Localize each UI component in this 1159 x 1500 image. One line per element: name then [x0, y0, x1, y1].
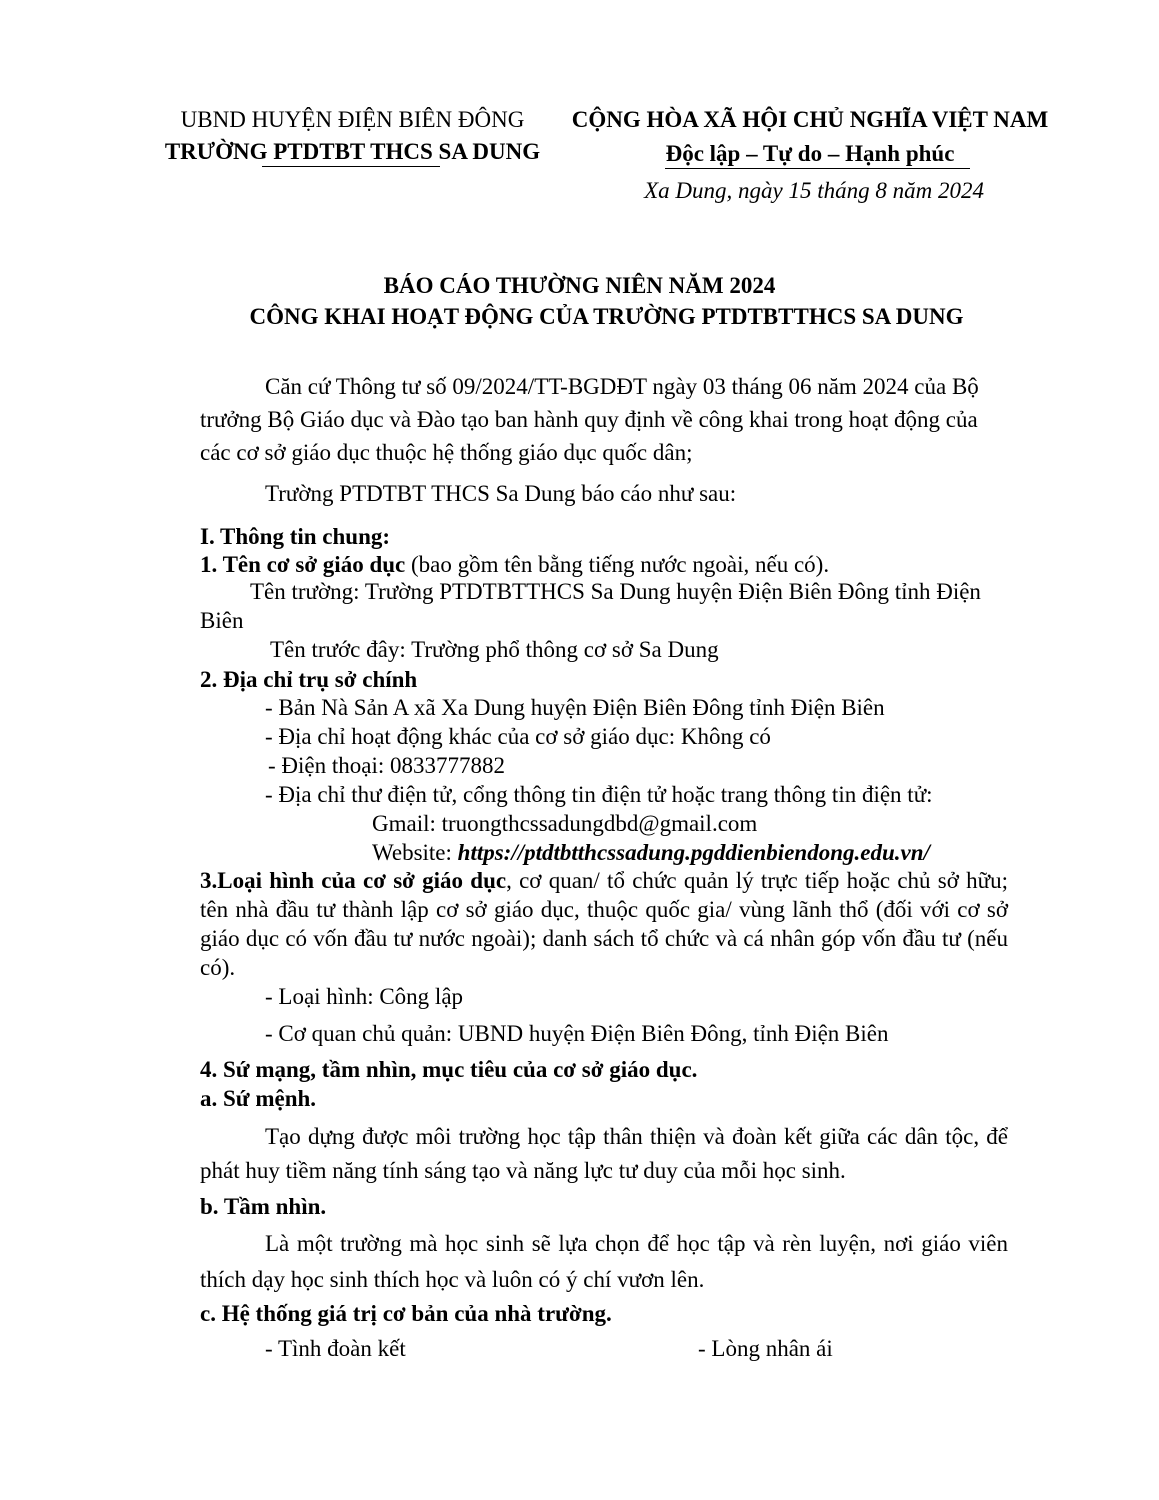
report-date: Xa Dung, ngày 15 tháng 8 năm 2024 [644, 178, 984, 203]
item-1-line [200, 551, 829, 579]
mission-text: Tạo dựng được môi trường học tập thân thiện và đoàn kết giữa các dân tộc, để phát huy tiềm năng tính sáng tạo và năng lực tư duy của mỗi học sinh. [200, 1124, 1008, 1183]
value-solidarity: - Tình đoàn kết [265, 1336, 406, 1361]
school-type: - Loại hình: Công lập [265, 984, 464, 1009]
mission-heading: a. Sứ mệnh. [200, 1086, 317, 1111]
item-4-heading: 4. Sứ mạng, tầm nhìn, mục tiêu của cơ sở giáo dục. [200, 1057, 698, 1082]
school-name-underline [262, 166, 440, 167]
main-address: - Bản Nà Sản A xã Xa Dung huyện Điện Biên Đông tỉnh Điện Biên [265, 695, 885, 720]
other-address: - Địa chỉ hoạt động khác của cơ sở giáo dục: Không có [265, 724, 771, 749]
national-motto: Độc lập – Tự do – Hạnh phúc [665, 141, 955, 166]
legal-basis-paragraph: Căn cứ Thông tư số 09/2024/TT-BGDĐT ngày 03 tháng 06 năm 2024 của Bộ trưởng Bộ Giáo dục và Đào tạo ban hành quy định về công khai trong hoạt động của các cơ sở giáo dục thuộc hệ thống giáo dục quốc dân; [200, 374, 979, 465]
website-line [372, 839, 930, 867]
vision-heading: b. Tầm nhìn. [200, 1194, 327, 1219]
website-label: Website: [372, 840, 458, 865]
item-3-heading: 3.Loại hình của cơ sở giáo dục [200, 868, 507, 893]
vision-text: Là một trường mà học sinh sẽ lựa chọn để học tập và rèn luyện, nơi giáo viên thích dạy học sinh thích học và luôn có ý chí vươn lên. [200, 1231, 1008, 1292]
report-statement: Trường PTDTBT THCS Sa Dung báo cáo như sau: [265, 481, 737, 506]
values-heading: c. Hệ thống giá trị cơ bản của nhà trường. [200, 1301, 612, 1326]
item-3-text: , cơ quan/ tổ chức quản lý trực tiếp hoặc chủ sở hữu; tên nhà đầu tư thành lập cơ sở giáo dục, thuộc quốc gia/ vùng lãnh thổ (đối với cơ sở giáo dục có vốn đầu tư nước ngoài); danh sách tổ chức và cá nhân góp vốn đầu tư (nếu có). [200, 868, 1008, 980]
school-name-header: TRƯỜNG PTDTBT THCS SA DUNG [164, 139, 541, 164]
governing-body: - Cơ quan chủ quản: UBND huyện Điện Biên Đông, tỉnh Điện Biên [265, 1021, 889, 1046]
email-heading: - Địa chỉ thư điện tử, cổng thông tin điện tử hoặc trang thông tin điện tử: [265, 782, 933, 807]
report-subtitle: CÔNG KHAI HOẠT ĐỘNG CỦA TRƯỜNG PTDTBTTHCS SA DUNG [249, 304, 964, 329]
item-1-note: (bao gồm tên bằng tiếng nước ngoài, nếu có). [405, 552, 830, 577]
gmail-address: Gmail: truongthcssadungdbd@gmail.com [372, 811, 758, 836]
item-2-heading: 2. Địa chỉ trụ sở chính [200, 667, 418, 692]
website-link[interactable]: https://ptdtbtthcssadung.pgddienbiendong.edu.vn/ [457, 840, 930, 865]
school-official-name: Tên trường: Trường PTDTBTTHCS Sa Dung huyện Điện Biên Đông tỉnh Điện Biên [200, 579, 981, 633]
item-1-heading: 1. Tên cơ sở giáo dục [200, 552, 406, 577]
phone-number: - Điện thoại: 0833777882 [268, 753, 505, 778]
former-name: Tên trước đây: Trường phổ thông cơ sở Sa Dung [270, 637, 719, 662]
motto-underline [665, 168, 970, 169]
report-title: BÁO CÁO THƯỜNG NIÊN NĂM 2024 [383, 273, 776, 298]
national-title: CỘNG HÒA XÃ HỘI CHỦ NGHĨA VIỆT NAM [571, 107, 1049, 132]
issuing-authority: UBND HUYỆN ĐIỆN BIÊN ĐÔNG [180, 107, 525, 132]
item-3-paragraph [200, 866, 1008, 982]
value-compassion: - Lòng nhân ái [698, 1336, 833, 1361]
section-1-heading: I. Thông tin chung: [200, 524, 391, 549]
